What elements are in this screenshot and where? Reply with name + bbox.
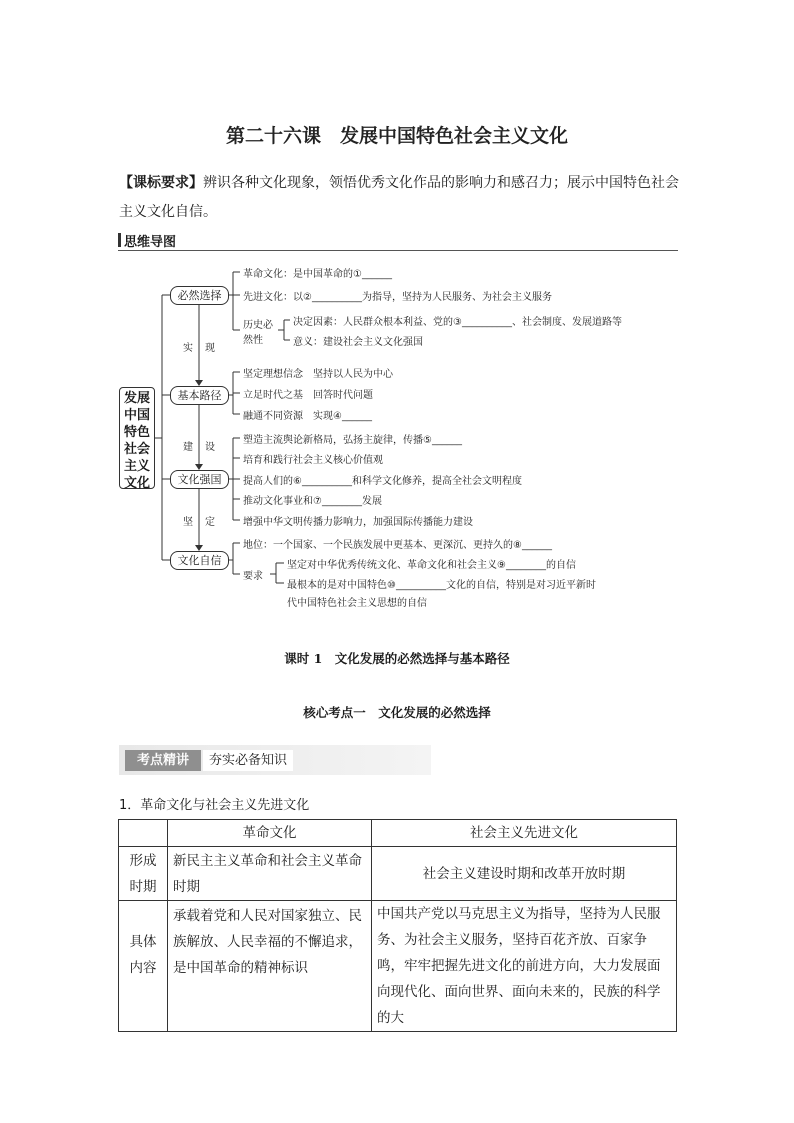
mm-item: 融通不同资源 实现④______ xyxy=(243,411,372,422)
standard-text: 辨识各种文化现象，领悟优秀文化作品的影响力和感召力；展示中国特色社会主义文化自信。 xyxy=(119,175,679,220)
mm-item: 最根本的是对中国特色⑩__________文化的自信，特别是对习近平新时 xyxy=(287,580,596,591)
row-label xyxy=(119,847,168,901)
header-cell: 革命文化 xyxy=(168,820,372,847)
mm-item: 提高人们的⑥__________和科学文化修养，提高全社会文明程度 xyxy=(243,476,522,487)
mindmap-heading: 思维导图 xyxy=(124,235,177,250)
lesson-title: 课时 1 文化发展的必然选择与基本路径 xyxy=(284,651,510,666)
root-line: 特色 xyxy=(123,425,150,440)
root-line: 发展 xyxy=(123,391,150,406)
mm-item: 然性 xyxy=(243,335,263,346)
table-cell: 承载着党和人民对国家独立、民族解放、人民幸福的不懈追求，是中国革命的精神标识 xyxy=(168,901,372,1032)
section-banner xyxy=(119,745,431,775)
standard-tag: 【课标要求】 xyxy=(119,175,203,191)
root-line: 社会 xyxy=(123,442,150,457)
core-title: 核心考点一 文化发展的必然选择 xyxy=(303,705,491,720)
link-label: 设 xyxy=(205,442,215,453)
row-label-line: 形成 xyxy=(129,852,157,869)
table-row xyxy=(119,901,677,1032)
mm-item: 历史必 xyxy=(243,320,273,331)
link-label: 现 xyxy=(205,343,215,354)
banner-right: 夯实必备知识 xyxy=(203,750,293,771)
mm-item: 革命文化：是中国革命的①______ xyxy=(243,269,392,280)
comparison-table xyxy=(118,819,677,1032)
node-lujing: 基本路径 xyxy=(170,386,229,405)
node-qiangguo: 文化强国 xyxy=(170,470,229,489)
mm-item: 培育和践行社会主义核心价值观 xyxy=(243,455,383,466)
header-cell: 社会主义先进文化 xyxy=(372,820,677,847)
mm-item: 代中国特色社会主义思想的自信 xyxy=(287,598,427,609)
node-bixuan: 必然选择 xyxy=(170,286,229,305)
page-title: 第二十六课 发展中国特色社会主义文化 xyxy=(225,125,568,147)
mm-item: 塑造主流舆论新格局，弘扬主旋律，传播⑤______ xyxy=(243,435,462,446)
mindmap-root xyxy=(119,387,155,489)
mm-item: 坚定对中华优秀传统文化、革命文化和社会主义⑨________的自信 xyxy=(287,560,576,571)
header-cell xyxy=(119,820,168,847)
row-label-line: 内容 xyxy=(129,960,157,976)
link-label: 建 xyxy=(183,442,193,453)
node-zixin: 文化自信 xyxy=(170,551,229,570)
mm-item: 立足时代之基 回答时代问题 xyxy=(243,390,373,401)
table-cell: 新民主主义革命和社会主义革命时期 xyxy=(168,847,372,901)
banner-left: 考点精讲 xyxy=(125,750,201,771)
mm-item: 增强中华文明传播力影响力，加强国际传播能力建设 xyxy=(243,517,473,528)
mm-item: 地位：一个国家、一个民族发展中更基本、更深沉、更持久的⑧______ xyxy=(243,540,552,551)
section-heading: 1．革命文化与社会主义先进文化 xyxy=(119,798,310,813)
link-label: 实 xyxy=(183,343,193,354)
mm-item: 意义：建设社会主义文化强国 xyxy=(293,337,423,348)
root-line: 文化 xyxy=(123,476,150,491)
mm-item: 先进文化：以②__________为指导，坚持为人民服务、为社会主义服务 xyxy=(243,292,552,303)
table-row xyxy=(119,847,677,901)
mm-item: 坚定理想信念 坚持以人民为中心 xyxy=(243,369,393,380)
mm-item: 决定因素：人民群众根本利益、党的③__________、社会制度、发展道路等 xyxy=(293,317,622,328)
row-label-line: 时期 xyxy=(129,878,157,895)
root-line: 中国 xyxy=(123,408,150,423)
mm-item: 推动文化事业和⑦________发展 xyxy=(243,496,382,507)
table-cell: 中国共产党以马克思主义为指导，坚持为人民服务、为社会主义服务，坚持百花齐放、百家争鸣，牢牢把握先进文化的前进方向，大力发展面向现代化、面向世界、面向未来的，民族的科学的大 xyxy=(372,901,677,1032)
root-line: 主义 xyxy=(123,459,150,474)
table-cell: 社会主义建设时期和改革开放时期 xyxy=(372,847,677,901)
mm-item: 要求 xyxy=(243,571,263,582)
link-label: 坚 xyxy=(183,517,193,528)
link-label: 定 xyxy=(205,517,215,528)
table-header-row xyxy=(119,820,677,847)
row-label-line: 具体 xyxy=(129,934,157,950)
row-label xyxy=(119,901,168,1032)
banner-right-wrap xyxy=(203,750,427,771)
